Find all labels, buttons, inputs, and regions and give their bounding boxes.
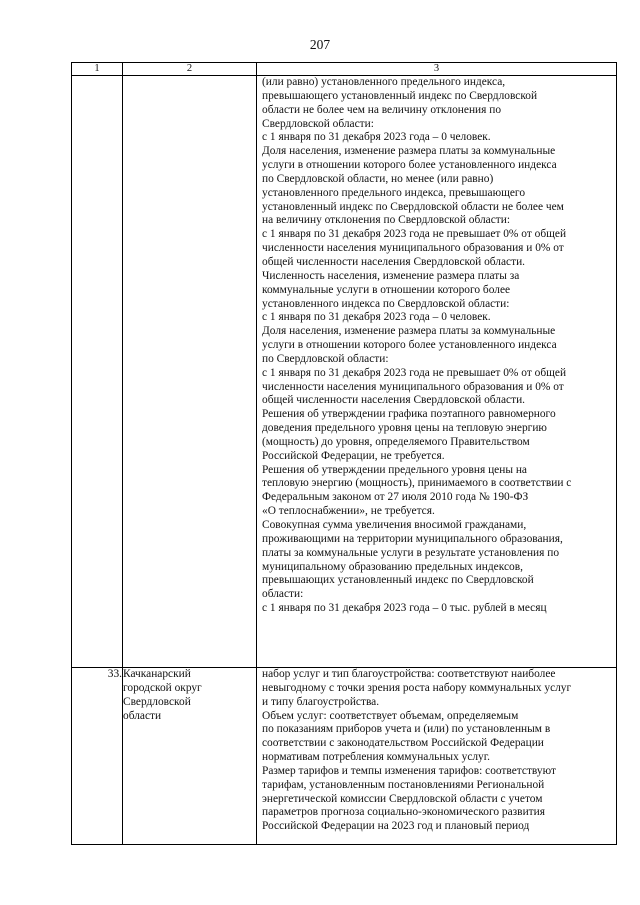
- text-line: области: [123, 709, 162, 722]
- text-line: набор услуг и тип благоустройства: соответствуют наиболее: [262, 668, 556, 680]
- text-line: платы за коммунальные услуги в результате установления по: [262, 546, 560, 559]
- text-line: установленный индекс по Свердловской области не более чем: [262, 200, 564, 213]
- text-line: (или равно) установленного предельного индекса,: [262, 76, 506, 88]
- content-cell: [257, 668, 617, 845]
- text-line: области:: [262, 588, 304, 601]
- column-header-2: 2: [123, 63, 257, 76]
- text-line: по показаниям приборов учета и (или) по установленным в: [262, 723, 551, 736]
- text-line: численности населения муниципального образования и 0% от: [262, 242, 564, 255]
- table-header-row: [72, 63, 617, 76]
- text-line: по Свердловской области:: [262, 352, 389, 365]
- text-line: невыгодному с точки зрения роста набору коммунальных услуг: [262, 681, 572, 694]
- row-number: 33.: [72, 668, 123, 845]
- text-line: и типу благоустройства.: [262, 695, 380, 708]
- table-row: [72, 76, 617, 668]
- municipality-cell: [123, 76, 257, 668]
- content-text: [257, 76, 616, 616]
- row-number: [72, 76, 123, 668]
- municipality-cell: [123, 668, 257, 845]
- text-line: доведения предельного уровня цены на тепловую энергию: [262, 422, 547, 435]
- text-line: Свердловской области:: [262, 117, 374, 130]
- text-line: Качканарский: [123, 668, 191, 680]
- content-cell: [257, 76, 617, 668]
- text-line: нормативам потребления коммунальных услуг.: [262, 751, 490, 764]
- text-line: (мощность) до уровня, определяемого Правительством: [262, 435, 530, 448]
- text-line: общей численности населения Свердловской области.: [262, 255, 526, 268]
- text-line: с 1 января по 31 декабря 2023 года не превышает 0% от общей: [262, 366, 567, 379]
- column-header-3: 3: [257, 63, 617, 76]
- text-line: коммунальные услуги в отношении которого более: [262, 283, 511, 296]
- text-line: Свердловской: [123, 695, 191, 708]
- text-line: с 1 января по 31 декабря 2023 года – 0 человек.: [262, 311, 491, 324]
- text-line: тепловую энергию (мощность), принимаемого в соответствии с: [262, 477, 572, 490]
- text-line: услуги в отношении которого более установленного индекса: [262, 339, 557, 352]
- text-line: с 1 января по 31 декабря 2023 года не превышает 0% от общей: [262, 228, 567, 241]
- content-text: [257, 668, 616, 834]
- text-line: установленного индекса по Свердловской области:: [262, 297, 510, 310]
- text-line: энергетической комиссии Свердловской области с учетом: [262, 792, 543, 805]
- text-line: муниципальному образованию предельных индексов,: [262, 560, 523, 573]
- text-line: общей численности населения Свердловской области.: [262, 394, 526, 407]
- text-line: Размер тарифов и темпы изменения тарифов: соответствуют: [262, 764, 556, 777]
- text-line: Решения об утверждении графика поэтапного равномерного: [262, 408, 556, 421]
- text-line: городской округ: [123, 681, 202, 694]
- text-line: на величину отклонения по Свердловской области:: [262, 214, 511, 227]
- text-line: с 1 января по 31 декабря 2023 года – 0 тыс. рублей в месяц: [262, 602, 547, 615]
- text-line: превышающих установленный индекс по Свердловской: [262, 574, 534, 587]
- column-header-1: 1: [72, 63, 123, 76]
- text-line: проживающими на территории муниципального образования,: [262, 532, 563, 545]
- text-line: параметров прогноза социально-экономического развития: [262, 806, 545, 819]
- table-row: [72, 668, 617, 845]
- text-line: Решения об утверждении предельного уровня цены на: [262, 463, 527, 476]
- text-line: с 1 января по 31 декабря 2023 года – 0 человек.: [262, 131, 491, 144]
- text-line: услуги в отношении которого более установленного индекса: [262, 159, 557, 172]
- document-table: [71, 62, 617, 845]
- text-line: по Свердловской области, но менее (или равно): [262, 172, 494, 185]
- text-line: численности населения муниципального образования и 0% от: [262, 380, 564, 393]
- text-line: Объем услуг: соответствует объемам, определяемым: [262, 709, 519, 722]
- text-line: Доля населения, изменение размера платы за коммунальные: [262, 325, 556, 338]
- text-line: области не более чем на величину отклонения по: [262, 103, 502, 116]
- text-line: Российской Федерации, не требуется.: [262, 449, 445, 462]
- text-line: установленного предельного индекса, превышающего: [262, 186, 526, 199]
- text-line: Федеральным законом от 27 июля 2010 года № 190-ФЗ: [262, 491, 529, 504]
- text-line: тарифам, установленным постановлениями Региональной: [262, 778, 545, 791]
- text-line: Совокупная сумма увеличения вносимой гражданами,: [262, 519, 527, 531]
- text-line: превышающего установленный индекс по Свердловской: [262, 89, 538, 102]
- text-line: Доля населения, изменение размера платы за коммунальные: [262, 145, 556, 158]
- text-line: соответствии с законодательством Российской Федерации: [262, 737, 544, 750]
- text-line: «О теплоснабжении», не требуется.: [262, 505, 435, 518]
- text-line: Численность населения, изменение размера платы за: [262, 269, 520, 282]
- page-number: 207: [309, 37, 331, 52]
- text-line: Российской Федерации на 2023 год и плановый период: [262, 820, 530, 833]
